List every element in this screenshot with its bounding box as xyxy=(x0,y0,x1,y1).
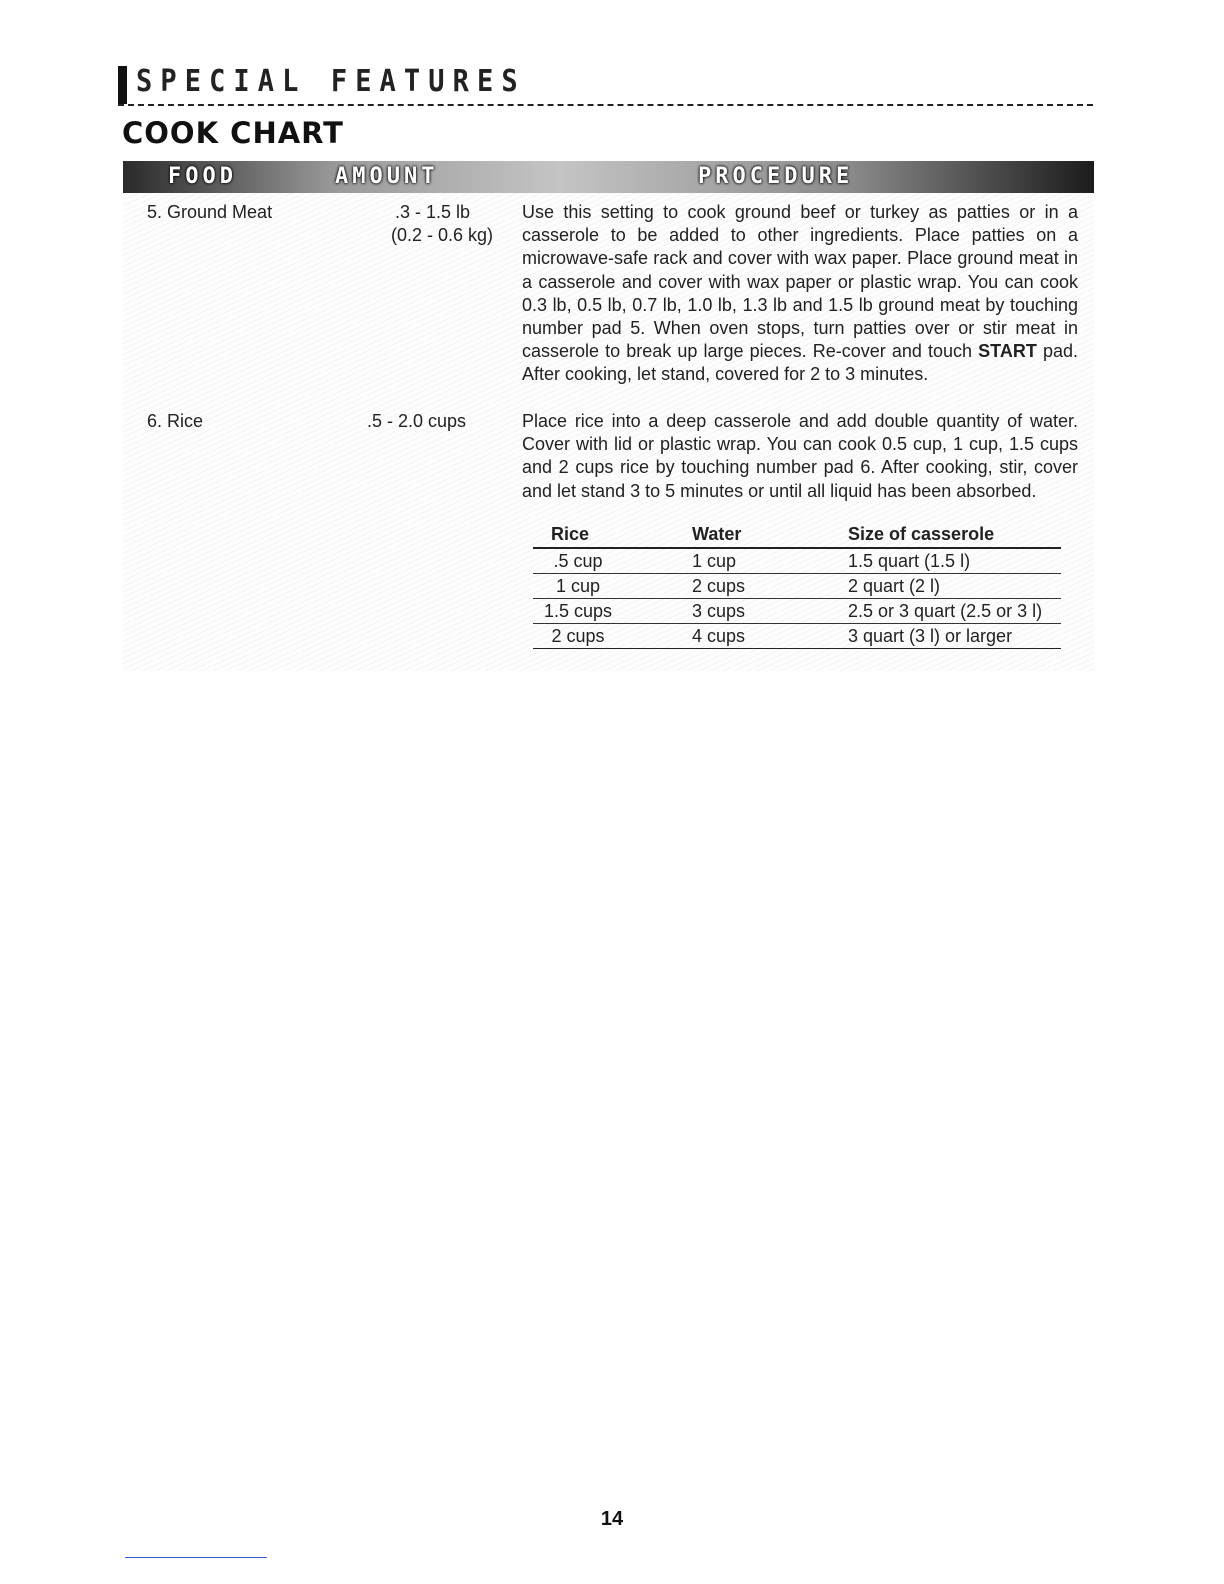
water-amount: 2 cups xyxy=(692,576,746,596)
page-number: 14 xyxy=(600,1508,624,1530)
table-header-row xyxy=(533,524,1061,549)
rice-water-table xyxy=(533,524,1061,649)
food-rice: 6. Rice xyxy=(147,411,204,431)
column-header-food: FOOD xyxy=(168,164,237,189)
rice-amount: 2 cups xyxy=(551,626,605,646)
rice-amount: 1 cup xyxy=(555,576,601,596)
section-header xyxy=(118,60,1093,108)
water-amount: 4 cups xyxy=(692,626,746,646)
procedure-text: pad. After cooking, let stand, covered for 2 to 3 minutes. xyxy=(522,341,1078,385)
rice-amount: .5 cup xyxy=(553,551,603,571)
table-row xyxy=(533,549,1061,574)
section-title: SPECIAL FEATURES xyxy=(136,64,526,99)
rice-amount: 1.5 cups xyxy=(543,601,613,621)
cook-chart-table xyxy=(123,161,1094,671)
amount-line: .3 - 1.5 lb xyxy=(394,202,470,222)
section-marker-bar xyxy=(118,66,127,104)
chart-title: COOK CHART xyxy=(122,116,344,150)
procedure-ground-meat xyxy=(522,201,1078,387)
table-row xyxy=(533,574,1061,599)
casserole-size: 3 quart (3 l) or larger xyxy=(848,626,1013,646)
footer-rule xyxy=(125,1557,267,1558)
header-rice: Rice xyxy=(551,524,590,544)
header-water: Water xyxy=(692,524,742,544)
procedure-text: Use this setting to cook ground beef or turkey as patties or in a casserole to be added to other ingredients. Place patties on a microwave-safe rack and cover with wax paper. Place ground meat in a casserole and cover with wax paper or plastic wrap. You can cook 0.3 lb, 0.5 lb, 0.7 lb, 1.0 lb, 1.3 lb and 1.5 lb ground meat by touching number pad 5. When oven stops, turn patties over or stir meat in casserole to break up large pieces. Re-cover and touch xyxy=(522,202,1078,362)
procedure-rice: Place rice into a deep casserole and add double quantity of water. Cover with lid or plastic wrap. You can cook 0.5 cup, 1 cup, 1.5 cups and 2 cups rice by touching number pad 6. After cooking, stir, cover and let stand 3 to 5 minutes or until all liquid has been absorbed. xyxy=(522,411,1078,501)
table-header-bar xyxy=(123,161,1094,193)
table-row xyxy=(533,599,1061,624)
dashed-divider xyxy=(118,104,1093,106)
table-row xyxy=(533,624,1061,649)
start-pad-label: START xyxy=(978,341,1037,362)
header-casserole-size: Size of casserole xyxy=(848,524,995,544)
amount-line: (0.2 - 0.6 kg) xyxy=(390,225,493,245)
water-amount: 3 cups xyxy=(692,601,746,621)
amount-ground-meat xyxy=(355,201,493,247)
column-header-procedure: PROCEDURE xyxy=(698,164,854,189)
casserole-size: 2 quart (2 l) xyxy=(848,576,941,596)
food-ground-meat: 5. Ground Meat xyxy=(147,202,273,222)
casserole-size: 2.5 or 3 quart (2.5 or 3 l) xyxy=(848,601,1043,621)
amount-rice: .5 - 2.0 cups xyxy=(367,411,467,431)
column-header-amount: AMOUNT xyxy=(335,164,439,189)
casserole-size: 1.5 quart (1.5 l) xyxy=(848,551,971,571)
water-amount: 1 cup xyxy=(692,551,737,571)
